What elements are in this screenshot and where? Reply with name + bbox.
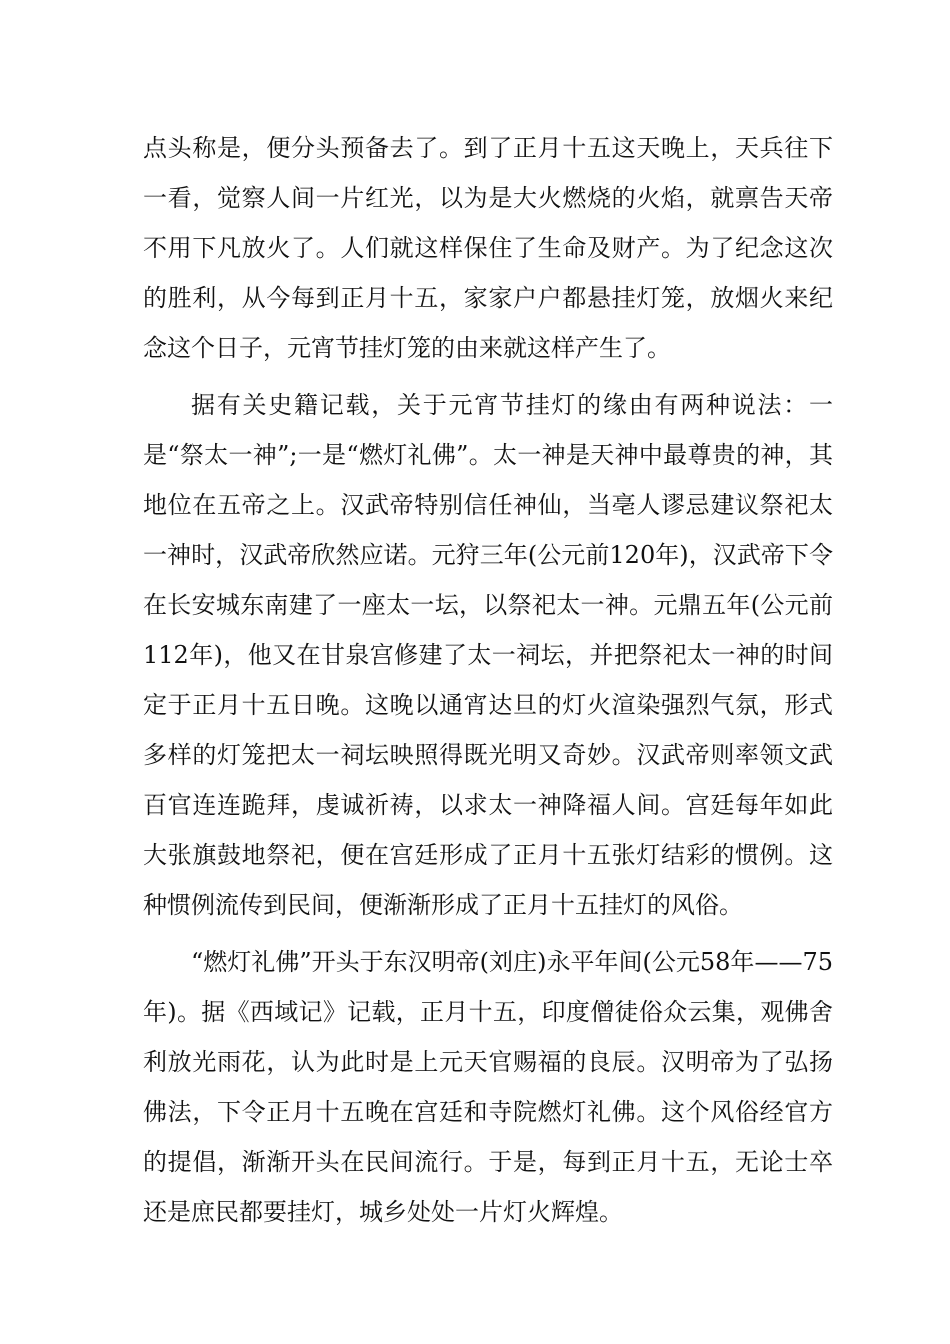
document-body <box>143 123 833 1237</box>
paragraph-lantern-origins: 据有关史籍记载，关于元宵节挂灯的缘由有两种说法：一是“祭太一神”;一是“燃灯礼佛”。太一神是天神中最尊贵的神，其地位在五帝之上。汉武帝特别信任神仙，当亳人谬忌建议祭祀太一神时，汉武帝欣然应诺。元狩三年(公元前120年)，汉武帝下令在长安城东南建了一座太一坛，以祭祀太一神。元鼎五年(公元前112年)，他又在甘泉宫修建了太一祠坛，并把祭祀太一神的时间定于正月十五日晚。这晚以通宵达旦的灯火渲染强烈气氛，形式多样的灯笼把太一祠坛映照得既光明又奇妙。汉武帝则率领文武百官连连跪拜，虔诚祈祷，以求太一神降福人间。宫廷每年如此大张旗鼓地祭祀，便在宫廷形成了正月十五张灯结彩的惯例。这种惯例流传到民间，便渐渐形成了正月十五挂灯的风俗。 <box>143 391 833 919</box>
paragraph-continuation: 点头称是，便分头预备去了。到了正月十五这天晚上，天兵往下一看，觉察人间一片红光，以为是大火燃烧的火焰，就禀告天帝不用下凡放火了。人们就这样保住了生命及财产。为了纪念这次的胜利，从今每到正月十五，家家户户都悬挂灯笼，放烟火来纪念这个日子，元宵节挂灯笼的由来就这样产生了。 <box>143 134 833 362</box>
paragraph-buddha-lamps: “燃灯礼佛”开头于东汉明帝(刘庄)永平年间(公元58年——75年)。据《西域记》记载，正月十五，印度僧徒俗众云集，观佛舍利放光雨花，认为此时是上元天官赐福的良辰。汉明帝为了弘扬佛法，下令正月十五晚在宫廷和寺院燃灯礼佛。这个风俗经官方的提倡，渐渐开头在民间流行。于是，每到正月十五，无论士卒还是庶民都要挂灯，城乡处处一片灯火辉煌。 <box>143 948 833 1226</box>
